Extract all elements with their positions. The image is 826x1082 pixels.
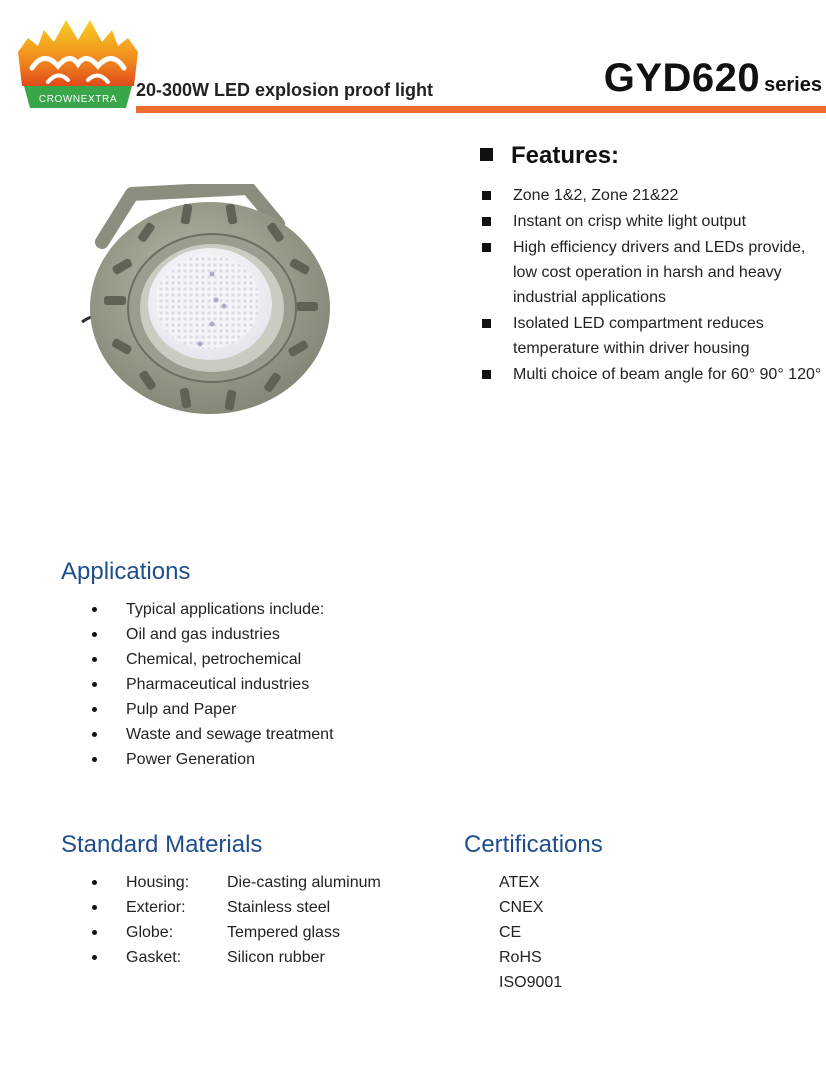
header-accent-bar <box>136 106 826 113</box>
application-text: Typical applications include: <box>126 601 325 618</box>
material-label: Exterior: <box>126 899 186 916</box>
feature-text: Isolated LED compartment reduces temperature within driver housing <box>513 315 764 357</box>
features-heading <box>480 142 619 170</box>
certification-item: ATEX <box>499 874 540 891</box>
material-label: Housing: <box>126 874 190 891</box>
features-title-text: Features: <box>511 142 620 169</box>
feature-item <box>480 362 826 387</box>
material-label: Globe: <box>126 924 174 941</box>
feature-text: Instant on crisp white light output <box>513 213 747 230</box>
material-item <box>90 895 381 920</box>
bullet-dot-icon <box>92 905 97 910</box>
application-text: Pulp and Paper <box>126 701 237 718</box>
materials-list <box>90 870 381 970</box>
materials-heading: Standard Materials <box>61 831 263 858</box>
series-label: series <box>764 74 822 96</box>
material-value: Die-casting aluminum <box>227 874 381 891</box>
square-bullet-icon <box>480 148 493 161</box>
square-bullet-icon <box>482 191 491 200</box>
feature-text: Zone 1&2, Zone 21&22 <box>513 187 679 204</box>
model-heading <box>604 56 822 101</box>
certifications-list <box>499 870 562 995</box>
bullet-dot-icon <box>92 607 97 612</box>
material-value: Silicon rubber <box>227 949 325 966</box>
product-photo <box>80 184 360 416</box>
applications-heading: Applications <box>61 558 191 585</box>
application-item <box>90 672 334 697</box>
logo-wordmark: CROWNEXTRA <box>38 94 118 105</box>
application-text: Pharmaceutical industries <box>126 676 310 693</box>
certification-item: CNEX <box>499 899 544 916</box>
certification-item: RoHS <box>499 949 542 966</box>
certification-item: CE <box>499 924 522 941</box>
material-value: Tempered glass <box>227 924 340 941</box>
application-item <box>90 622 334 647</box>
application-text: Chemical, petrochemical <box>126 651 302 668</box>
feature-item <box>480 209 826 234</box>
application-item <box>90 697 334 722</box>
material-item <box>90 920 381 945</box>
square-bullet-icon <box>482 243 491 252</box>
application-item <box>90 647 334 672</box>
material-item <box>90 945 381 970</box>
application-text: Oil and gas industries <box>126 626 280 643</box>
application-text: Waste and sewage treatment <box>126 726 334 743</box>
feature-text: High efficiency drivers and LEDs provide, low cost operation in harsh and heavy industrial applications <box>513 239 806 306</box>
square-bullet-icon <box>482 370 491 379</box>
certification-item: ISO9001 <box>499 974 563 991</box>
product-subtitle: 20-300W LED explosion proof light <box>136 80 434 100</box>
material-value: Stainless steel <box>227 899 331 916</box>
application-item <box>90 722 334 747</box>
bullet-dot-icon <box>92 955 97 960</box>
bullet-dot-icon <box>92 880 97 885</box>
crownextra-logo <box>14 12 142 112</box>
bullet-dot-icon <box>92 657 97 662</box>
application-item <box>90 747 334 772</box>
feature-item <box>480 235 826 310</box>
applications-list <box>90 597 334 772</box>
material-item <box>90 870 381 895</box>
feature-item <box>480 183 826 208</box>
features-list <box>480 183 826 388</box>
bullet-dot-icon <box>92 632 97 637</box>
bullet-dot-icon <box>92 757 97 762</box>
certifications-heading: Certifications <box>464 831 603 858</box>
square-bullet-icon <box>482 217 491 226</box>
square-bullet-icon <box>482 319 491 328</box>
model-number: GYD620 <box>603 56 761 100</box>
application-item <box>90 597 334 622</box>
bullet-dot-icon <box>92 732 97 737</box>
bullet-dot-icon <box>92 707 97 712</box>
application-text: Power Generation <box>126 751 255 768</box>
material-label: Gasket: <box>126 949 182 966</box>
feature-item <box>480 311 826 361</box>
bullet-dot-icon <box>92 682 97 687</box>
bullet-dot-icon <box>92 930 97 935</box>
feature-text: Multi choice of beam angle for 60° 90° 120° <box>513 366 822 383</box>
